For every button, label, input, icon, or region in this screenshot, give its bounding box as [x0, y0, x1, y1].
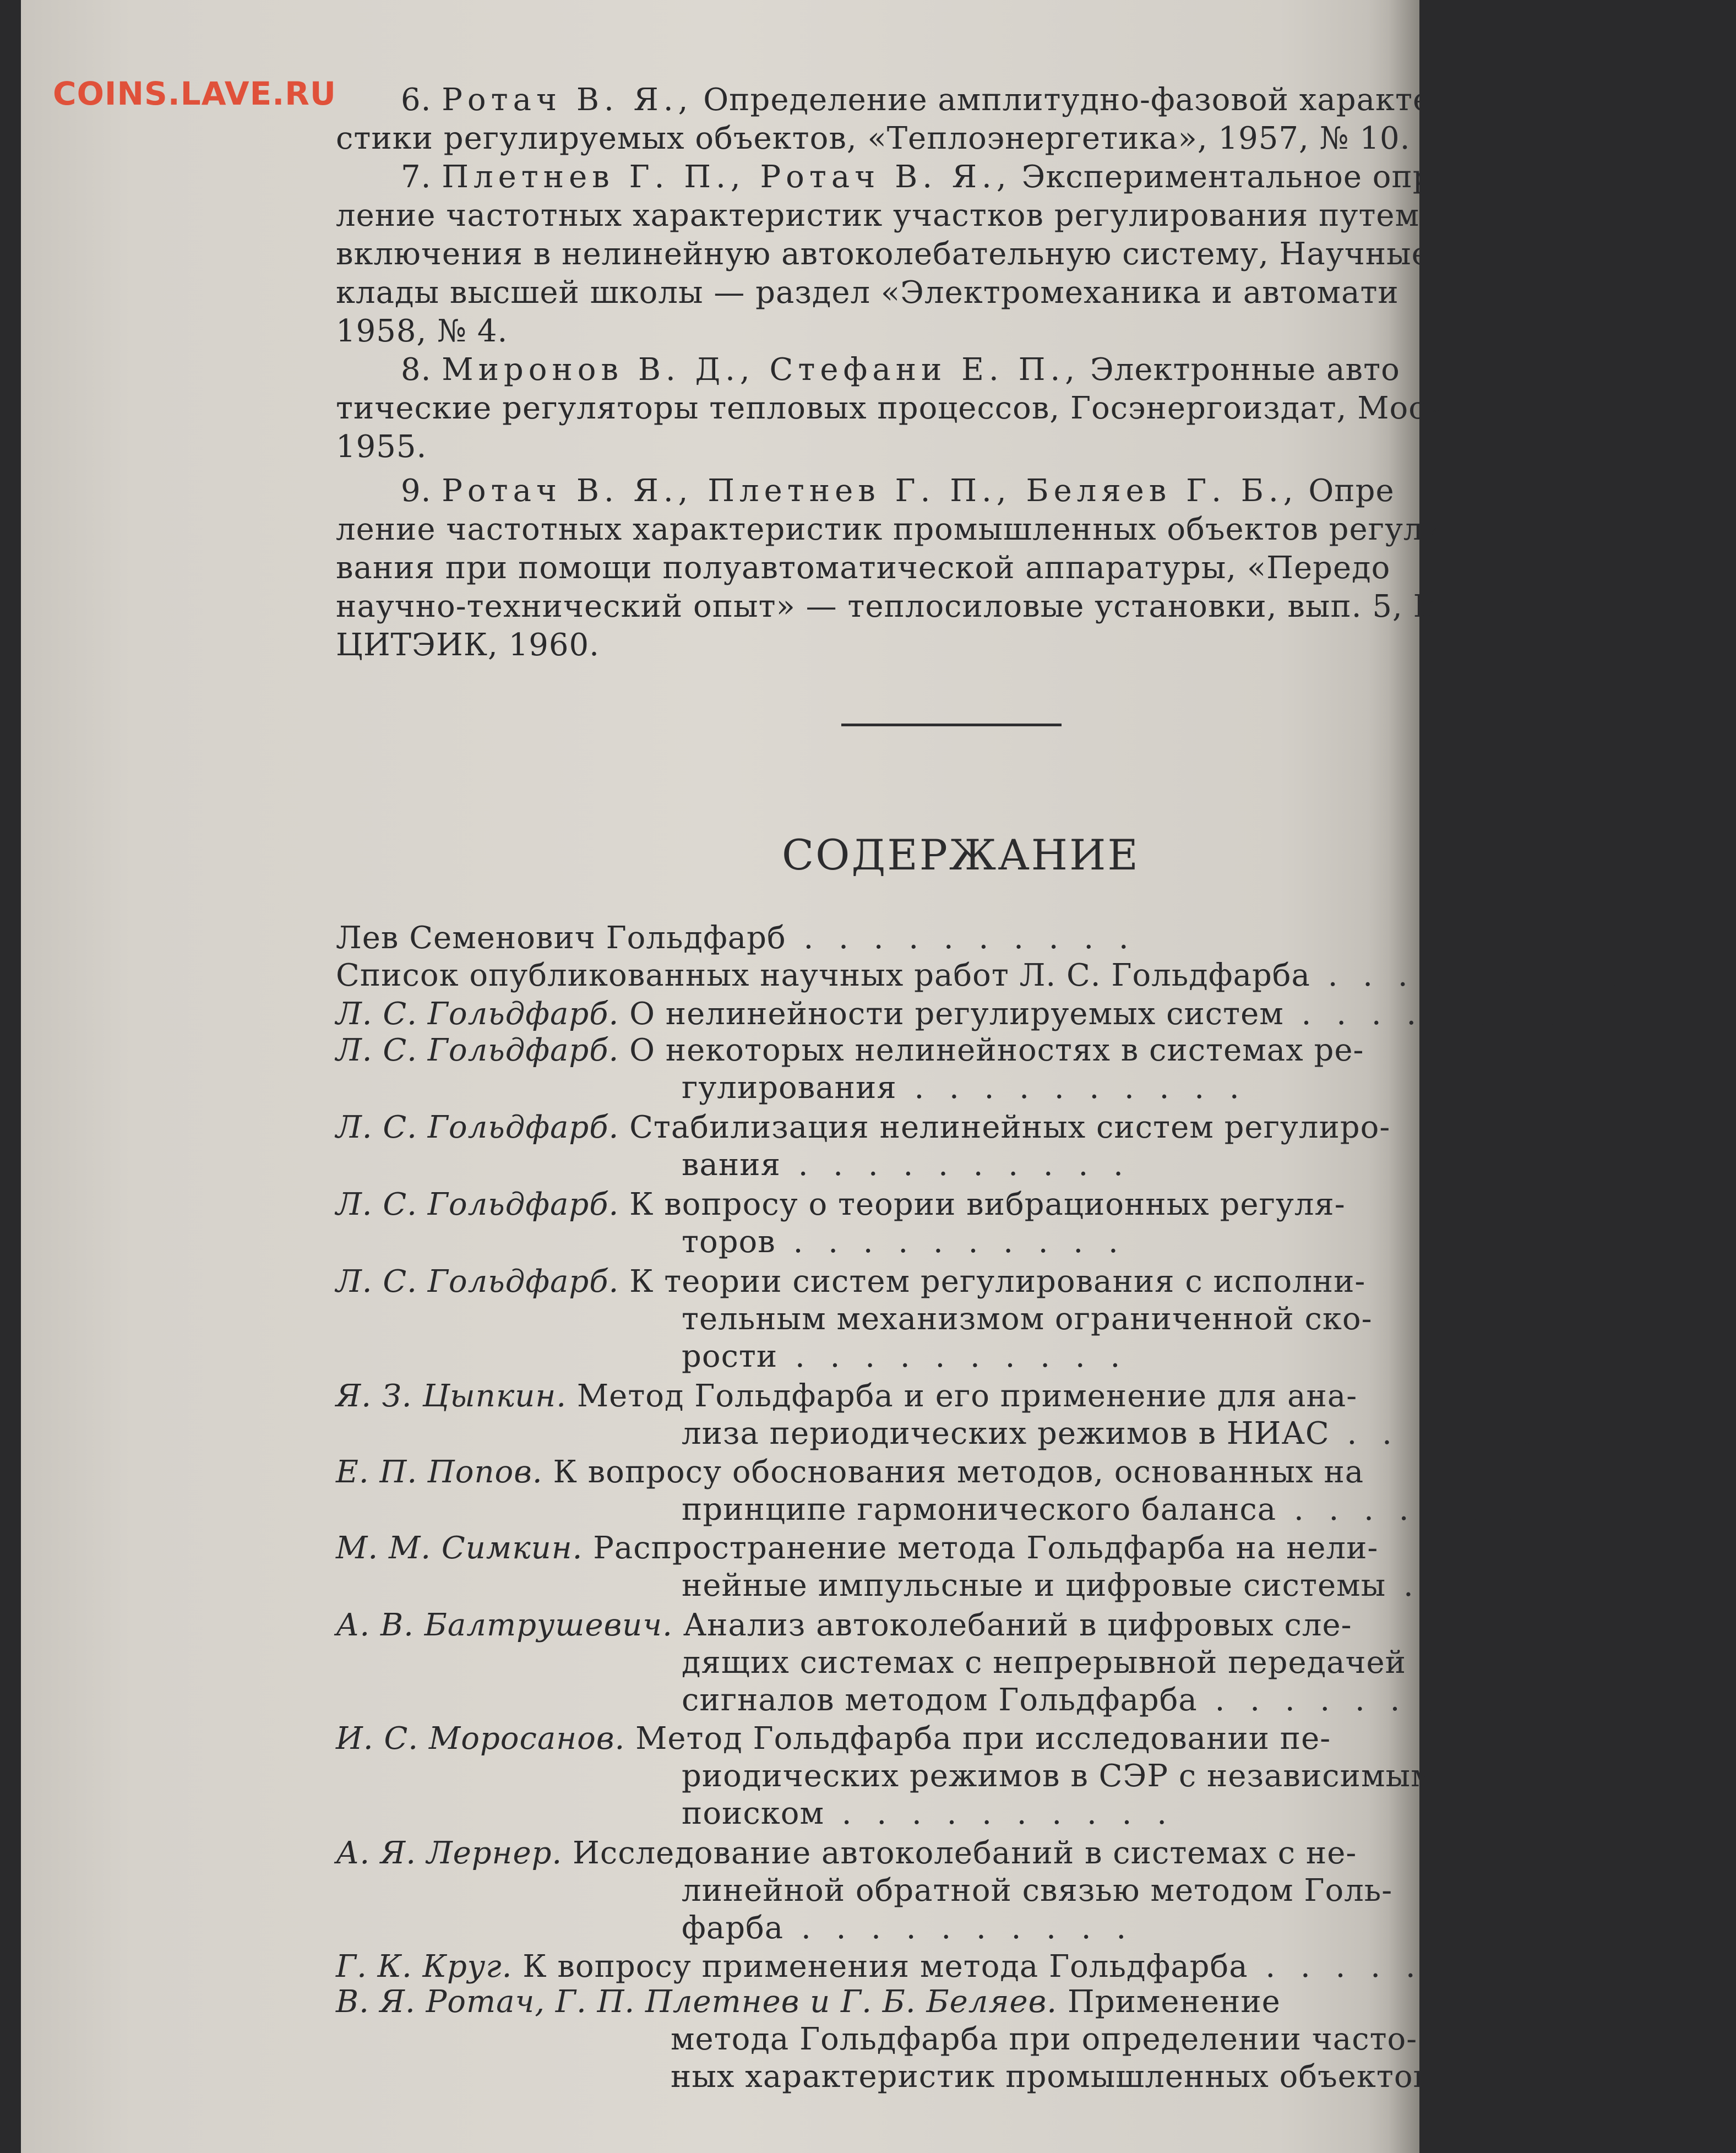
- reference-text: 1958, № 4.: [336, 313, 508, 349]
- reference-line: [336, 275, 1399, 311]
- contents-entry-line: [336, 1033, 1364, 1068]
- contents-title: Метод Гольдфарба при исследовании пе-: [635, 1721, 1331, 1757]
- contents-title: К вопросу применения метода Гольдфарба: [523, 1949, 1248, 1985]
- contents-title: О нелинейности регулируемых систем: [629, 996, 1284, 1032]
- reference-text: клады высшей школы — раздел «Электромеханика и автомати: [336, 275, 1399, 311]
- contents-entry-line: [682, 1645, 1406, 1681]
- contents-title: ных характеристик промышленных объектов: [671, 2059, 1432, 2095]
- contents-title: метода Гольдфарба при определении часто-: [671, 2021, 1418, 2057]
- contents-entry-line: [682, 1683, 1548, 1718]
- contents-entry-line: [671, 2022, 1417, 2057]
- contents-title: Стабилизация нелинейных систем регулиро-: [629, 1110, 1391, 1145]
- contents-title: лиза периодических режимов в НИАС: [682, 1416, 1330, 1451]
- dot-leader: . . . . . . . . . .: [783, 1910, 1134, 1946]
- contents-author: Л. С. Гольдфарб.: [336, 1032, 619, 1068]
- contents-entry-line: [336, 1379, 1357, 1414]
- contents-entry-line: [336, 1455, 1364, 1490]
- reference-line: [336, 391, 1446, 426]
- reference-line: [336, 551, 1390, 586]
- contents-author: Я. З. Цыпкин.: [336, 1378, 567, 1414]
- contents-entry-line: [336, 1608, 1352, 1643]
- contents-entry-line: [336, 1721, 1331, 1757]
- reference-line: [401, 474, 1395, 509]
- contents-title: Список опубликованных научных работ Л. С. Гольдфарба: [336, 958, 1310, 993]
- contents-title: торов: [682, 1224, 776, 1260]
- reference-author: Ротач В. Я., Плетнев Г. П., Беляев Г. Б.,: [442, 473, 1298, 509]
- contents-entry-line: [336, 921, 1136, 956]
- reference-line: [336, 121, 1411, 156]
- section-divider: [841, 724, 1062, 726]
- reference-line: [336, 512, 1445, 547]
- reference-author: Плетнев Г. П., Ротач В. Я.,: [442, 159, 1011, 195]
- contents-title: рости: [682, 1339, 778, 1374]
- contents-title: Анализ автоколебаний в цифровых сле-: [683, 1607, 1352, 1643]
- contents-entry-line: [336, 1264, 1365, 1300]
- dot-leader: . . . . . . . . . .: [777, 1339, 1128, 1374]
- contents-entry-line: [682, 1873, 1392, 1909]
- contents-title: поиском: [682, 1796, 824, 1831]
- dot-leader: . . . . . . . . . .: [896, 1070, 1247, 1106]
- reference-line: [336, 237, 1430, 272]
- contents-title: О некоторых нелинейностях в системах ре-: [629, 1032, 1364, 1068]
- reference-line: [401, 160, 1452, 195]
- dot-leader: . . . . . . . . . .: [1386, 1568, 1736, 1603]
- contents-title: Применение: [1067, 1984, 1281, 2020]
- contents-entry-line: [336, 1836, 1357, 1871]
- contents-entry-line: [336, 1531, 1378, 1566]
- contents-entry-line: [336, 997, 1634, 1032]
- reference-text: ление частотных характеристик участков регулирования путем: [336, 198, 1420, 233]
- contents-entry-line: [682, 1070, 1247, 1106]
- contents-author: Л. С. Гольдфарб.: [336, 996, 619, 1032]
- dot-leader: . . . . . . . . . .: [1248, 1949, 1598, 1985]
- page-edge: [1369, 0, 1419, 2153]
- reference-number: 9.: [401, 473, 432, 509]
- reference-author: Ротач В. Я.,: [442, 82, 693, 118]
- dot-leader: . . . . . . . . . .: [1197, 1682, 1548, 1718]
- reference-line: [336, 198, 1419, 233]
- contents-title: вания: [682, 1147, 781, 1183]
- reference-text: Определение амплитудно-фазовой характе: [703, 82, 1432, 118]
- dot-leader: . . . . . . . . . .: [786, 920, 1136, 956]
- contents-entry-line: [336, 1985, 1281, 2020]
- contents-title: гулирования: [682, 1070, 897, 1106]
- reference-text: Экспериментальное опре: [1021, 159, 1452, 195]
- contents-author: М. М. Симкин.: [336, 1530, 583, 1566]
- reference-text: ление частотных характеристик промышленных объектов регули: [336, 512, 1445, 547]
- contents-title: К теории систем регулирования с исполни-: [629, 1264, 1366, 1300]
- reference-number: 6.: [401, 82, 432, 118]
- contents-author: И. С. Моросанов.: [336, 1721, 625, 1757]
- contents-entry-line: [682, 1796, 1174, 1831]
- contents-entry-line: [336, 958, 1661, 993]
- dot-leader: . . . . . . . . . .: [780, 1147, 1131, 1183]
- contents-author: Е. П. Попов.: [336, 1454, 543, 1490]
- reference-text: включения в нелинейную автоколебательную систему, Научные: [336, 236, 1430, 272]
- watermark: COINS.LAVE.RU: [53, 75, 337, 112]
- contents-title: сигналов методом Гольдфарба: [682, 1682, 1198, 1718]
- contents-entry-line: [671, 2059, 1431, 2095]
- contents-entry-line: [682, 1339, 1128, 1374]
- contents-title: принципе гармонического баланса: [682, 1492, 1277, 1527]
- dot-leader: . . . . . . . . . .: [1329, 1416, 1680, 1451]
- contents-title: линейной обратной связью методом Голь-: [682, 1873, 1393, 1909]
- dot-leader: . . . . . . . . . .: [1310, 958, 1661, 993]
- contents-entry-line: [336, 1187, 1346, 1222]
- book-page: [21, 0, 1736, 2153]
- reference-number: 7.: [401, 159, 432, 195]
- contents-author: Л. С. Гольдфарб.: [336, 1187, 619, 1222]
- contents-entry-line: [682, 1148, 1131, 1183]
- contents-entry-line: [336, 1949, 1598, 1985]
- contents-entry-line: [682, 1225, 1126, 1260]
- reference-text: 1955.: [336, 429, 427, 465]
- contents-title: Лев Семенович Гольдфарб: [336, 920, 786, 956]
- reference-line: [336, 628, 600, 663]
- contents-heading: СОДЕРЖАНИЕ: [782, 830, 1140, 879]
- contents-entry-line: [682, 1416, 1680, 1451]
- reference-number: 8.: [401, 352, 432, 388]
- reference-text: Электронные авто: [1090, 352, 1400, 388]
- contents-author: Л. С. Гольдфарб.: [336, 1110, 619, 1145]
- contents-author: В. Я. Ротач, Г. П. Плетнев и Г. Б. Беляев.: [336, 1984, 1058, 2020]
- contents-title: фарба: [682, 1910, 784, 1946]
- contents-title: дящих системах с непрерывной передачей: [682, 1645, 1406, 1681]
- contents-entry-line: [336, 1110, 1390, 1145]
- reference-line: [401, 83, 1432, 118]
- dot-leader: . . . . . . . . . .: [824, 1796, 1175, 1831]
- contents-author: А. Я. Лернер.: [336, 1835, 563, 1871]
- contents-title: тельным механизмом ограниченной ско-: [682, 1301, 1373, 1337]
- contents-entry-line: [682, 1492, 1626, 1527]
- contents-title: нейные импульсные и цифровые системы: [682, 1568, 1386, 1603]
- reference-text: Опре: [1308, 473, 1395, 509]
- reference-text: стики регулируемых объектов, «Теплоэнергетика», 1957, № 10.: [336, 121, 1411, 156]
- dot-leader: . . . . . . . . . .: [1276, 1492, 1627, 1527]
- contents-title: К вопросу о теории вибрационных регуля-: [629, 1187, 1346, 1222]
- reference-text: вания при помощи полуавтоматической аппаратуры, «Передо: [336, 550, 1391, 586]
- contents-entry-line: [682, 1302, 1373, 1337]
- dot-leader: . . . . . . . . . .: [775, 1224, 1126, 1260]
- contents-title: Метод Гольдфарба и его применение для ана-: [576, 1378, 1358, 1414]
- contents-title: К вопросу обоснования методов, основанных на: [553, 1454, 1364, 1490]
- reference-author: Миронов В. Д., Стефани Е. П.,: [442, 352, 1080, 388]
- contents-entry-line: [682, 1568, 1736, 1603]
- reference-text: тические регуляторы тепловых процессов, Госэнергоиздат, Моск: [336, 390, 1446, 426]
- reference-line: [336, 589, 1440, 624]
- reference-text: ЦИТЭИК, 1960.: [336, 627, 600, 663]
- reference-line: [401, 352, 1400, 388]
- contents-author: Г. К. Круг.: [336, 1949, 513, 1985]
- contents-entry-line: [682, 1759, 1435, 1794]
- reference-line: [336, 429, 427, 465]
- contents-entry-line: [682, 1911, 1134, 1946]
- contents-author: Л. С. Гольдфарб.: [336, 1264, 619, 1300]
- contents-title: Распространение метода Гольдфарба на нели-: [593, 1530, 1379, 1566]
- contents-author: А. В. Балтрушевич.: [336, 1607, 673, 1643]
- contents-title: Исследование автоколебаний в системах с не-: [573, 1835, 1357, 1871]
- reference-line: [336, 314, 508, 349]
- dot-leader: . . . . . . . . . .: [1283, 996, 1634, 1032]
- reference-text: научно-технический опыт» — теплосиловые установки, вып. 5, И: [336, 589, 1441, 624]
- contents-title: риодических режимов в СЭР с независимым: [682, 1758, 1435, 1794]
